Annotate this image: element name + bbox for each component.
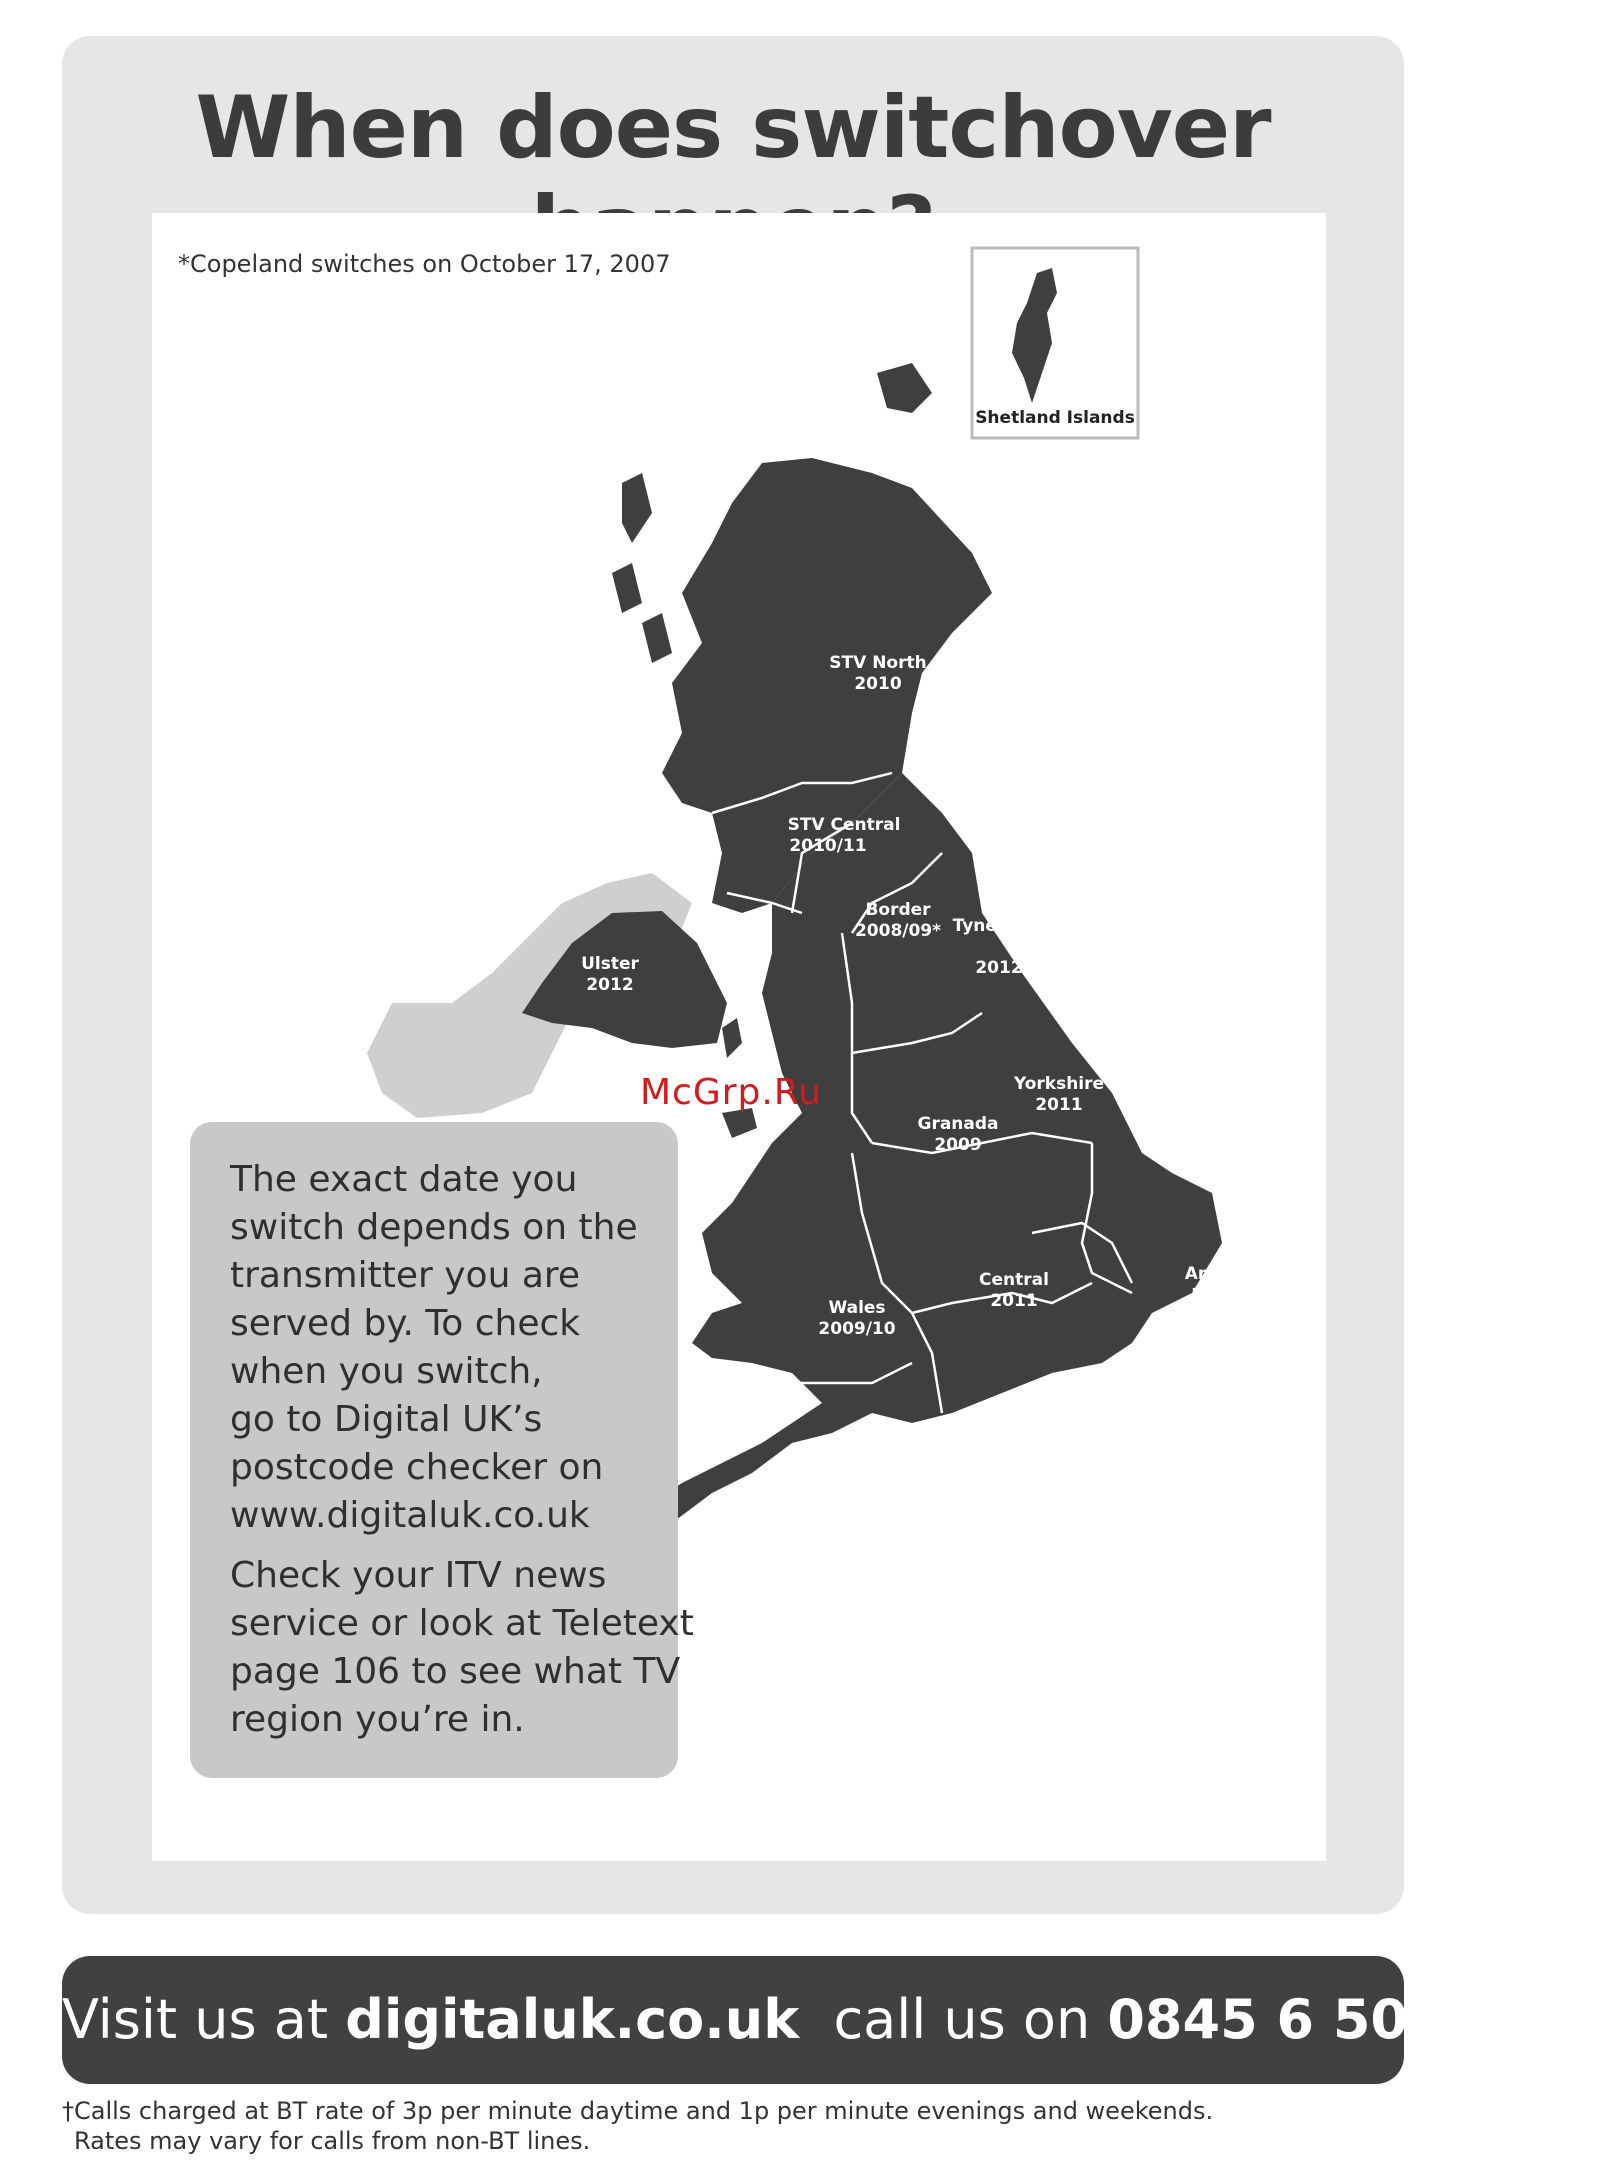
svg-text:West: West <box>930 1423 978 1443</box>
website-text[interactable]: www.digitaluk.co.uk <box>230 1495 590 1536</box>
svg-text:Anglia: Anglia <box>1184 1264 1246 1284</box>
svg-text:2012: 2012 <box>1098 1384 1146 1404</box>
page-title: When does switchover <box>195 78 1271 178</box>
region-west <box>930 1423 978 1464</box>
svg-text:2012: 2012 <box>975 958 1023 978</box>
info-box <box>190 1122 694 1778</box>
region-london <box>1087 1363 1158 1404</box>
svg-text:2010: 2010 <box>854 674 902 694</box>
svg-text:Yorkshire: Yorkshire <box>1013 1074 1105 1094</box>
watermark: McGrp.Ru <box>640 1072 823 1113</box>
svg-text:Meridian: Meridian <box>1011 1431 1097 1451</box>
svg-text:2011: 2011 <box>990 1291 1038 1311</box>
svg-text:West Country: West Country <box>793 1481 923 1501</box>
svg-text:Border: Border <box>865 900 931 920</box>
region-west-country <box>793 1481 923 1522</box>
region-wales <box>818 1298 895 1339</box>
hebrides-islands <box>612 473 672 663</box>
dagger-mark: † <box>1595 1983 1611 2018</box>
england-wales-landmass <box>622 773 1222 1543</box>
svg-text:Granada: Granada <box>917 1114 999 1134</box>
svg-text:Ulster: Ulster <box>581 954 639 974</box>
svg-text:Tyne Tees: Tyne Tees <box>952 916 1046 936</box>
phone-number[interactable]: 0845 6 50 50 50 <box>1107 1988 1596 2051</box>
svg-text:STV North: STV North <box>829 653 927 673</box>
info-paragraph-1: The exact date you switch depends on the transmitter you are served by. To check when you switch, go to Digital UK’s postcode checker on www.digitaluk.co.uk <box>230 1156 658 1540</box>
svg-text:STV Central: STV Central <box>787 815 901 835</box>
svg-text:Wales: Wales <box>828 1298 886 1318</box>
svg-text:2011: 2011 <box>1035 1095 1083 1115</box>
region-border <box>855 900 941 941</box>
svg-text:2010: 2010 <box>930 1444 978 1464</box>
orkney-islands <box>877 363 932 413</box>
contact-banner: Visit us at digitaluk.co.uk call us on 0845 6 50 50 50† <box>62 1956 1404 2084</box>
region-meridian <box>1012 1431 1096 1472</box>
svg-text:2008/09*: 2008/09* <box>854 921 942 941</box>
copeland-note: *Copeland switches on October 17, 2007 <box>178 250 671 278</box>
svg-text:London: London <box>1086 1363 1158 1383</box>
region-anglia <box>1185 1264 1246 1305</box>
svg-text:2009: 2009 <box>934 1135 982 1155</box>
svg-text:2012: 2012 <box>1030 1452 1078 1472</box>
svg-text:2009/10: 2009/10 <box>818 1319 896 1339</box>
svg-text:2009: 2009 <box>834 1502 882 1522</box>
isle-of-man <box>722 1018 742 1058</box>
region-ulster <box>581 954 639 995</box>
website-link[interactable]: digitaluk.co.uk <box>345 1988 800 2051</box>
shetland-label: Shetland Islands <box>975 408 1135 428</box>
svg-text:2011: 2011 <box>1191 1285 1239 1305</box>
footnote: †Calls charged at BT rate of 3p per minute daytime and 1p per minute evenings and weekends. Rates may vary for calls from non-BT lines. <box>62 2097 1214 2155</box>
info-paragraph-2: Check your ITV news service or look at Teletext page 106 to see what TV region you’re in. <box>230 1555 694 1740</box>
svg-text:2012: 2012 <box>586 975 634 995</box>
svg-text:Central: Central <box>979 1270 1049 1290</box>
svg-text:2010/11: 2010/11 <box>789 836 867 856</box>
